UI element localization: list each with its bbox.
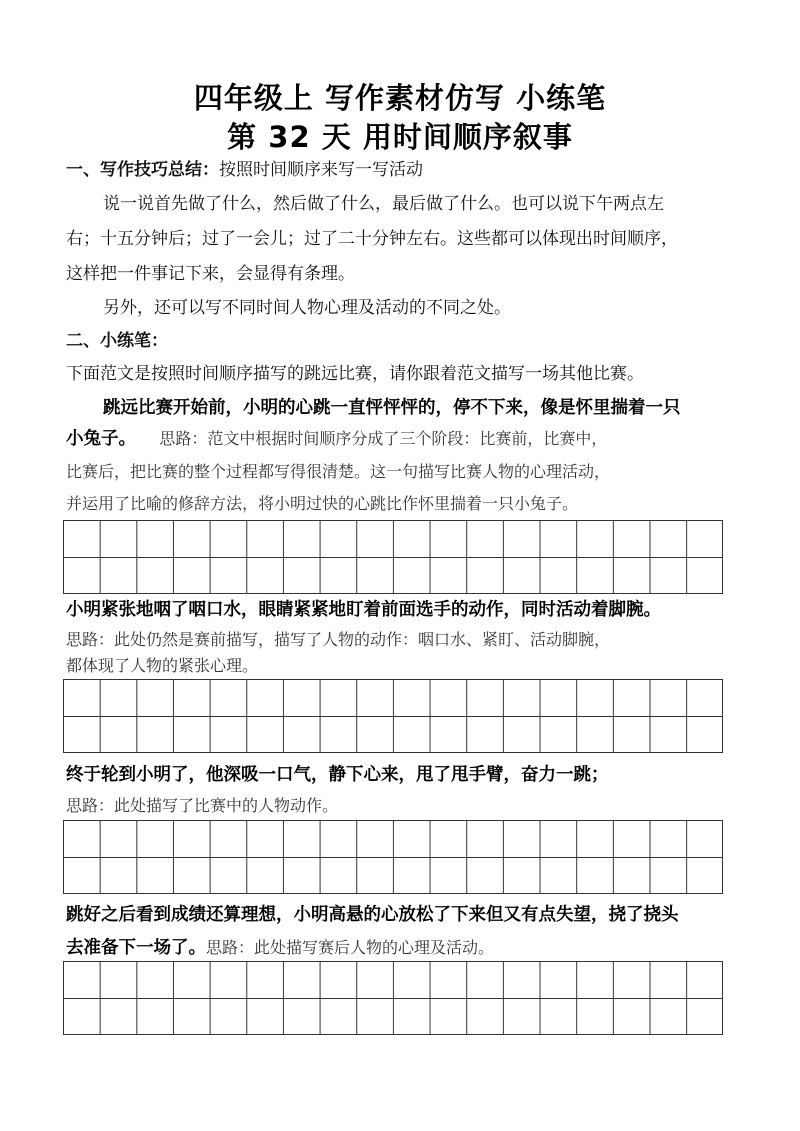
section1-para1-line3: 这样把一件事记下来，会显得有条理。 [66, 264, 355, 284]
item1-note-line2: 比赛后，把比赛的整个过程都写得很清楚。这一句描写比赛人物的心理活动， [66, 462, 611, 481]
section1-heading-rest: 按照时间顺序来写一写活动 [219, 160, 423, 180]
item4-sentence-line2: 去准备下一场了。 [66, 938, 206, 958]
item2-note-line2: 都体现了人物的紧张心理。 [66, 656, 259, 675]
section2-heading: 二、小练笔： [66, 331, 168, 351]
section1-heading-row [66, 158, 746, 182]
section1-para1-line2: 右；十五分钟后；过了一会儿；过了二十分钟左右。这些都可以体现出时间顺序， [66, 229, 678, 249]
section1-heading: 一、写作技巧总结： [66, 160, 219, 180]
item4-note-line1: 思路：此处描写赛后人物的心理及活动。 [206, 938, 495, 957]
item2-sentence-line1: 小明紧张地咽了咽口水，眼睛紧紧地盯着前面选手的动作，同时活动着脚腕。 [66, 600, 661, 620]
section1-para2: 另外，还可以写不同时间人物心理及活动的不同之处。 [103, 298, 511, 318]
item1-note-line1: 思路：范文中根据时间顺序分成了三个阶段：比赛前，比赛中， [159, 429, 608, 448]
item4-line2 [66, 936, 746, 960]
item1-note-line3: 并运用了比喻的修辞方法，将小明过快的心跳比作怀里揣着一只小兔子。 [66, 494, 579, 513]
title-line-2: 第 32 天 用时间顺序叙事 [227, 120, 573, 154]
item1-sentence-line1: 跳远比赛开始前，小明的心跳一直怦怦怦的，停不下来，像是怀里揣着一只 [103, 398, 681, 418]
item1-line2 [66, 427, 746, 451]
writing-grid-3[interactable] [63, 820, 723, 894]
item2-note-line1: 思路：此处仍然是赛前描写，描写了人物的动作：咽口水、紧盯、活动脚腕， [66, 630, 611, 649]
writing-grid-1[interactable] [63, 520, 723, 594]
item1-sentence-line2: 小兔子。 [66, 429, 136, 449]
item4-sentence-line1: 跳好之后看到成绩还算理想，小明高悬的心放松了下来但又有点失望，挠了挠头 [66, 905, 679, 925]
item3-note-line1: 思路：此处描写了比赛中的人物动作。 [66, 796, 339, 815]
section1-para1-line1: 说一说首先做了什么，然后做了什么，最后做了什么。也可以说下午两点左 [103, 194, 664, 214]
writing-grid-2[interactable] [63, 679, 723, 753]
item3-sentence-line1: 终于轮到小明了，他深吸一口气，静下心来，甩了甩手臂，奋力一跳； [66, 765, 609, 785]
section2-intro: 下面范文是按照时间顺序描写的跳远比赛，请你跟着范文描写一场其他比赛。 [66, 364, 644, 384]
title-line-1: 四年级上 写作素材仿写 小练笔 [193, 81, 607, 115]
writing-grid-4[interactable] [63, 961, 723, 1035]
